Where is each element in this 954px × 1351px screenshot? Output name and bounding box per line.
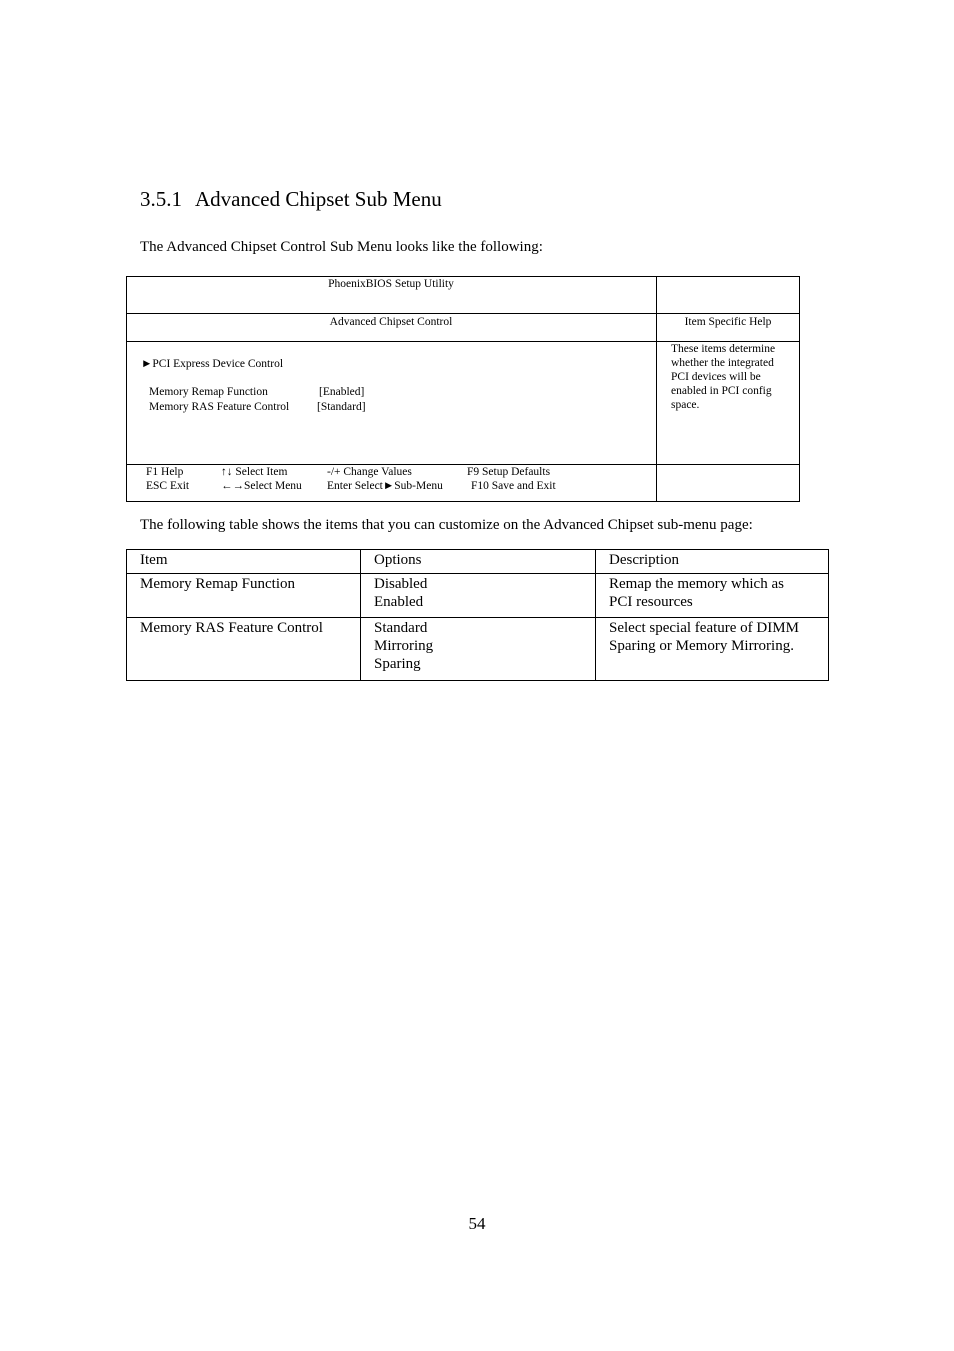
row-item: Memory Remap Function	[127, 574, 361, 618]
bios-help-text: These items determine whether the integrated PCI devices will be enabled in PCI config space.	[671, 343, 776, 411]
row-options: Standard Mirroring Sparing	[361, 618, 596, 681]
bios-key-select-item: ↑↓ Select Item	[221, 466, 288, 478]
section-number: 3.5.1	[140, 187, 182, 211]
row-description: Select special feature of DIMM Sparing or Memory Mirroring.	[596, 618, 829, 681]
bios-submenu-pci-express[interactable]: ►PCI Express Device Control	[141, 358, 284, 370]
options-table	[126, 549, 829, 681]
table-row	[127, 574, 829, 618]
bios-screen	[126, 276, 800, 502]
section-heading	[140, 187, 442, 212]
bios-item-memory-remap-label[interactable]: Memory Remap Function	[149, 386, 268, 398]
bios-key-f1-help: F1 Help	[146, 466, 184, 478]
bios-help-title: Item Specific Help	[684, 316, 772, 328]
bios-menu-title: Advanced Chipset Control	[329, 316, 453, 328]
header-description: Description	[596, 550, 829, 574]
table-intro-paragraph: The following table shows the items that you can customize on the Advanced Chipset sub-menu page:	[140, 517, 753, 533]
bios-key-select-menu: ←→Select Menu	[221, 480, 302, 492]
intro-paragraph: The Advanced Chipset Control Sub Menu looks like the following:	[140, 239, 543, 255]
bios-item-memory-remap-value[interactable]: [Enabled]	[319, 386, 365, 398]
bios-item-memory-ras-value[interactable]: [Standard]	[317, 401, 366, 413]
bios-key-f9-defaults: F9 Setup Defaults	[467, 466, 551, 478]
table-row	[127, 618, 829, 681]
bios-item-memory-ras-label[interactable]: Memory RAS Feature Control	[149, 401, 290, 413]
row-description: Remap the memory which as PCI resources	[596, 574, 829, 618]
bios-key-enter-submenu: Enter Select►Sub-Menu	[327, 480, 443, 492]
bios-key-change-values: -/+ Change Values	[327, 466, 412, 478]
bios-utility-title: PhoenixBIOS Setup Utility	[328, 278, 454, 290]
row-item: Memory RAS Feature Control	[127, 618, 361, 681]
bios-key-esc-exit: ESC Exit	[146, 480, 190, 492]
page-number: 54	[468, 1214, 486, 1233]
header-options: Options	[361, 550, 596, 574]
section-title: Advanced Chipset Sub Menu	[195, 187, 442, 211]
table-header-row	[127, 550, 829, 574]
bios-key-f10-save-exit: F10 Save and Exit	[471, 480, 556, 492]
row-options: Disabled Enabled	[361, 574, 596, 618]
header-item: Item	[127, 550, 361, 574]
